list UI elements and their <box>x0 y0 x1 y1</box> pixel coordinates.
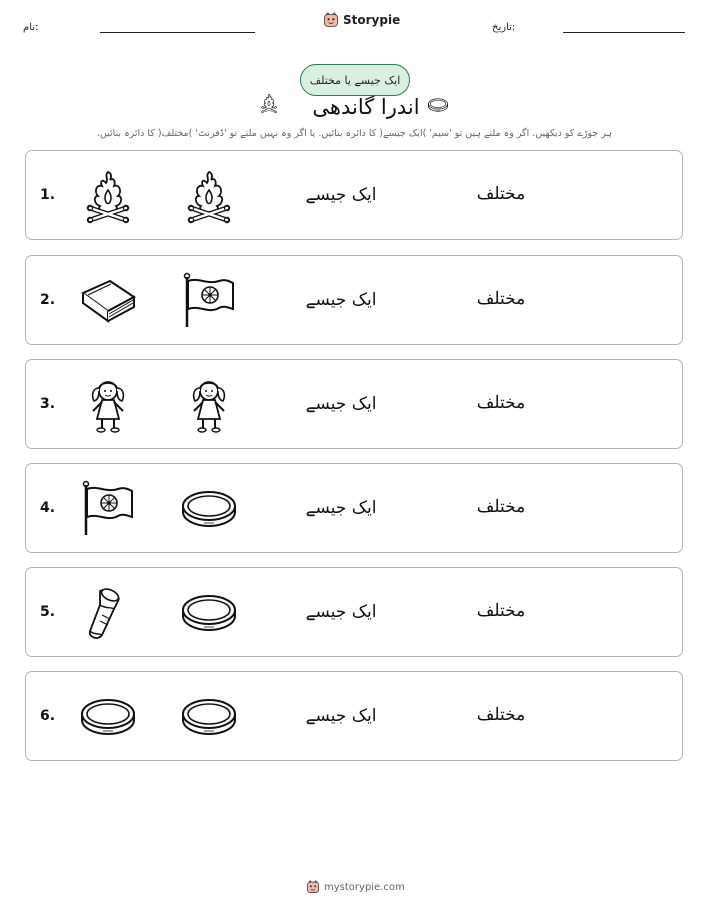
footer <box>306 880 405 894</box>
question-number: 6. <box>40 708 56 724</box>
campfire-icon <box>179 166 239 226</box>
bangle-icon <box>424 94 452 116</box>
doll-icon <box>78 375 138 435</box>
option-different[interactable]: مختلف <box>476 497 526 517</box>
question-number: 4. <box>40 500 56 516</box>
book-icon <box>78 271 138 331</box>
date-label: تاریخ: <box>492 22 516 33</box>
instructions: ہر جوڑے کو دیکھیں. اگر وہ ملتے ہیں تو 'سیم' )ایک جیسے( کا دائرہ بنائیں. یا اگر وہ نہیں ملتے تو 'ڈفرنٹ' )مختلف( کا دائرہ بنائیں. <box>96 128 613 139</box>
option-different[interactable]: مختلف <box>476 705 526 725</box>
option-same[interactable]: ایک جیسے <box>305 394 377 414</box>
worksheet-title: اندرا گاندھی <box>312 95 420 119</box>
storypie-logo-icon <box>323 12 339 28</box>
question-row <box>25 463 683 553</box>
bangle-icon <box>179 583 239 643</box>
question-number: 5. <box>40 604 56 620</box>
flag-icon <box>78 479 138 539</box>
question-row <box>25 567 683 657</box>
option-same[interactable]: ایک جیسے <box>305 185 377 205</box>
name-line[interactable] <box>100 32 255 33</box>
question-row <box>25 150 683 240</box>
storypie-logo-icon <box>306 880 320 894</box>
option-same[interactable]: ایک جیسے <box>305 498 377 518</box>
campfire-icon <box>258 92 280 114</box>
option-same[interactable]: ایک جیسے <box>305 290 377 310</box>
worksheet-type-badge: ایک جیسے یا مختلف <box>300 64 410 96</box>
flag-icon <box>179 271 239 331</box>
brand-logo <box>323 12 400 28</box>
question-number: 2. <box>40 292 56 308</box>
option-same[interactable]: ایک جیسے <box>305 706 377 726</box>
option-different[interactable]: مختلف <box>476 289 526 309</box>
option-same[interactable]: ایک جیسے <box>305 602 377 622</box>
question-row <box>25 255 683 345</box>
question-row <box>25 671 683 761</box>
bangle-icon <box>179 687 239 747</box>
name-label: نام: <box>23 22 39 33</box>
question-row <box>25 359 683 449</box>
footer-url[interactable]: mystorypie.com <box>324 881 405 893</box>
date-line[interactable] <box>563 32 685 33</box>
doll-icon <box>179 375 239 435</box>
question-number: 3. <box>40 396 56 412</box>
option-different[interactable]: مختلف <box>476 601 526 621</box>
bangle-icon <box>179 479 239 539</box>
bangle-icon <box>78 687 138 747</box>
campfire-icon <box>78 166 138 226</box>
option-different[interactable]: مختلف <box>476 393 526 413</box>
scroll-icon <box>78 583 138 643</box>
brand-name: Storypie <box>343 13 401 27</box>
option-different[interactable]: مختلف <box>476 184 526 204</box>
question-number: 1. <box>40 187 56 203</box>
